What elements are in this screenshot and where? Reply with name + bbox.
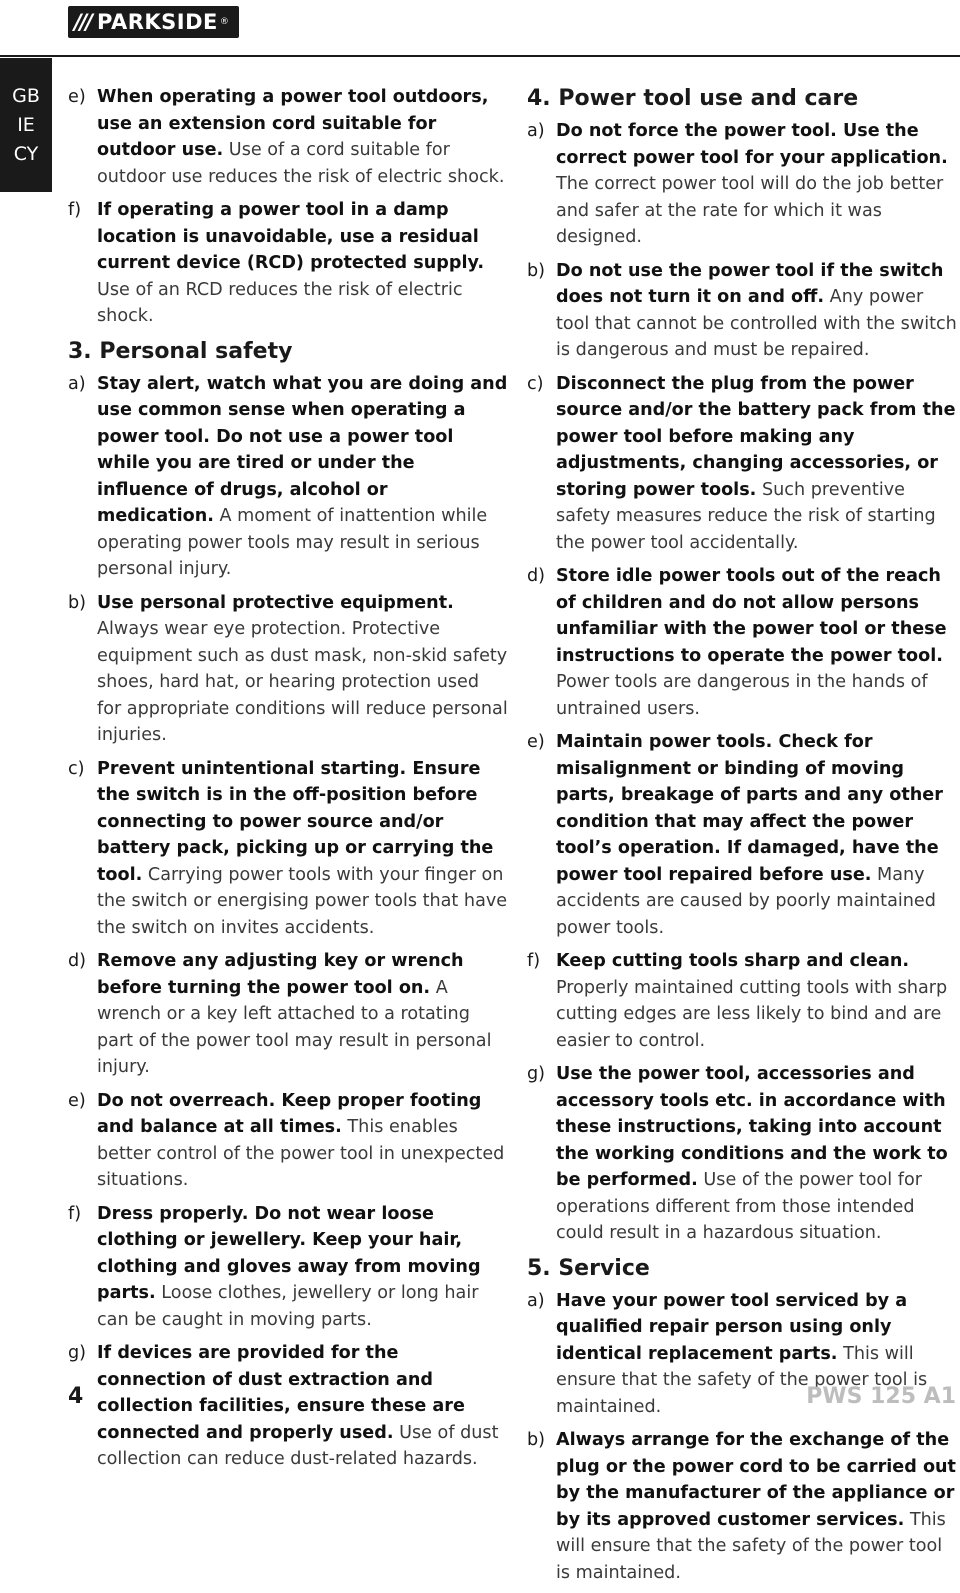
item-text: Any power tool that cannot be controlled with the switch is dangerous and must be repaired. bbox=[556, 287, 957, 360]
item-text: Carrying power tools with your finger on the switch or energising power tools that have the switch on invites accidents. bbox=[97, 864, 508, 938]
language-ie: IE bbox=[17, 113, 35, 136]
list-item-d bbox=[527, 563, 960, 722]
item-text: This enables better control of the power tool in unexpected situations. bbox=[97, 1117, 505, 1190]
item-label: b) bbox=[527, 260, 546, 281]
section-heading-power-tool-use: 4. Power tool use and care bbox=[527, 86, 859, 111]
item-bold-text: Dress properly. Do not wear loose clothing or jewellery. Keep your hair, clothing and gloves away from moving parts. bbox=[97, 1203, 481, 1303]
list-item-c bbox=[527, 371, 960, 557]
list-item-c bbox=[68, 756, 508, 942]
item-label: f) bbox=[68, 200, 82, 220]
right-column bbox=[527, 84, 960, 1593]
item-text: Use of a cord suitable for outdoor use reduces the risk of electric shock. bbox=[97, 140, 505, 187]
item-label: b) bbox=[527, 1430, 546, 1450]
item-text: Always wear eye protection. Protective equipment such as dust mask, non-skid safety shoes, hard hat, or hearing protection used for appropriate conditions will reduce personal injuries. bbox=[97, 619, 508, 745]
item-bold-text: If devices are provided for the connection of dust extraction and collection facilities, ensure these are connected and properly used. bbox=[97, 1343, 465, 1443]
item-bold-text: If operating a power tool in a damp location is unavoidable, use a residual current device (RCD) protected supply. bbox=[97, 200, 485, 273]
section-heading-service: 5. Service bbox=[527, 1255, 650, 1281]
item-label: a) bbox=[527, 121, 545, 141]
list-item-f bbox=[68, 1201, 508, 1334]
section-heading-personal-safety: 3. Personal safety bbox=[68, 338, 293, 364]
item-bold-text: Prevent unintentional starting. Ensure the switch is in the off-position before connecting to power source and/or battery pack, picking up or carrying the tool. bbox=[97, 758, 494, 885]
item-label: f) bbox=[527, 951, 541, 971]
item-bold-text: Keep cutting tools sharp and clean. bbox=[556, 951, 910, 971]
item-text: A moment of inattention while operating power tools may result in serious personal injury. bbox=[97, 506, 488, 579]
item-text: This will ensure that the safety of the power tool is maintained. bbox=[556, 1509, 946, 1583]
left-column bbox=[68, 84, 508, 1480]
list-item-e bbox=[527, 729, 960, 941]
item-label: b) bbox=[68, 592, 87, 613]
item-label: c) bbox=[68, 758, 85, 779]
item-bold-text: Disconnect the plug from the power source and/or the battery pack from the power tool before making any adjustments, changing accessories, or storing power tools. bbox=[556, 373, 956, 500]
list-item-f-damp bbox=[68, 197, 508, 330]
list-item-a bbox=[527, 118, 960, 251]
item-bold-text: Use personal protective equipment. bbox=[97, 592, 454, 613]
item-bold-text: Use the power tool, accessories and accessory tools etc. in accordance with these instructions, taking into account the working conditions and the work to be performed. bbox=[556, 1064, 948, 1190]
item-text: The correct power tool will do the job better and safer at the rate for which it was designed. bbox=[556, 174, 944, 247]
item-text: Such preventive safety measures reduce the risk of starting the power tool accidentally. bbox=[556, 479, 936, 553]
item-text: Loose clothes, jewellery or long hair can be caught in moving parts. bbox=[97, 1283, 479, 1330]
list-item-b bbox=[68, 590, 508, 749]
item-bold-text: Maintain power tools. Check for misalignment or binding of moving parts, breakage of parts and any other condition that may affect the power tool’s operation. If damaged, have the power tool repaired before use. bbox=[556, 732, 943, 885]
item-label: e) bbox=[527, 732, 545, 752]
item-bold-text: Always arrange for the exchange of the plug or the power cord to be carried out by the manufacturer of the appliance or by its approved customer services. bbox=[556, 1430, 956, 1530]
item-label: f) bbox=[68, 1203, 82, 1224]
item-label: d) bbox=[527, 566, 546, 586]
item-text: Use of dust collection can reduce dust-related hazards. bbox=[97, 1422, 499, 1469]
item-label: c) bbox=[527, 373, 544, 394]
list-item-g bbox=[68, 1340, 508, 1473]
item-label: a) bbox=[527, 1290, 545, 1311]
item-bold-text: When operating a power tool outdoors, use an extension cord suitable for outdoor use. bbox=[97, 87, 489, 160]
logo-slashes: /// bbox=[74, 10, 92, 34]
item-bold-text: Do not force the power tool. Use the correct power tool for your application. bbox=[556, 121, 948, 168]
list-item-f bbox=[527, 948, 960, 1054]
language-tab bbox=[0, 58, 52, 192]
language-gb: GB bbox=[12, 84, 40, 107]
item-bold-text: Stay alert, watch what you are doing and use common sense when operating a power tool. Do not use a power tool while you are tired or under the influence of drugs, alcohol or medication. bbox=[97, 373, 508, 526]
item-bold-text: Store idle power tools out of the reach of children and do not allow persons unfamiliar with the power tool or these instructions to operate the power tool. bbox=[556, 566, 947, 666]
item-text: Properly maintained cutting tools with sharp cutting edges are less likely to bind and are easier to control. bbox=[556, 977, 948, 1051]
item-label: e) bbox=[68, 87, 86, 107]
list-item-e bbox=[68, 1088, 508, 1194]
item-text: Use of the power tool for operations different from those intended could result in a hazardous situation. bbox=[556, 1170, 922, 1243]
logo-registered-mark: ® bbox=[219, 17, 230, 27]
item-text: Use of an RCD reduces the risk of electric shock. bbox=[97, 279, 463, 326]
list-item-service-b bbox=[527, 1427, 960, 1586]
item-label: d) bbox=[68, 951, 87, 971]
page-number: 4 bbox=[68, 1384, 84, 1409]
model-number: PWS 125 A1 bbox=[806, 1384, 956, 1409]
item-bold-text: Do not overreach. Keep proper footing and balance at all times. bbox=[97, 1090, 482, 1137]
header-divider bbox=[0, 55, 960, 57]
item-text: Power tools are dangerous in the hands of untrained users. bbox=[556, 672, 928, 719]
item-label: a) bbox=[68, 373, 86, 394]
language-cy: CY bbox=[13, 142, 39, 165]
logo-name: PARKSIDE bbox=[97, 10, 218, 34]
item-label: g) bbox=[68, 1343, 87, 1363]
list-item-e-outdoor bbox=[68, 84, 508, 190]
item-text: This will ensure that the safety of the power tool is maintained. bbox=[556, 1343, 928, 1417]
item-label: e) bbox=[68, 1090, 86, 1111]
item-text: Many accidents are caused by poorly maintained power tools. bbox=[556, 864, 936, 938]
list-item-d bbox=[68, 948, 508, 1081]
item-label: g) bbox=[527, 1064, 546, 1084]
list-item-a bbox=[68, 371, 508, 583]
item-text: A wrench or a key left attached to a rotating part of the power tool may result in personal injury. bbox=[97, 977, 492, 1077]
list-item-b bbox=[527, 258, 960, 364]
item-bold-text: Do not use the power tool if the switch does not turn it on and off. bbox=[556, 260, 944, 307]
item-bold-text: Have your power tool serviced by a qualified repair person using only identical replacement parts. bbox=[556, 1290, 908, 1364]
item-bold-text: Remove any adjusting key or wrench before turning the power tool on. bbox=[97, 951, 464, 998]
list-item-g bbox=[527, 1061, 960, 1247]
parkside-logo bbox=[68, 6, 239, 38]
